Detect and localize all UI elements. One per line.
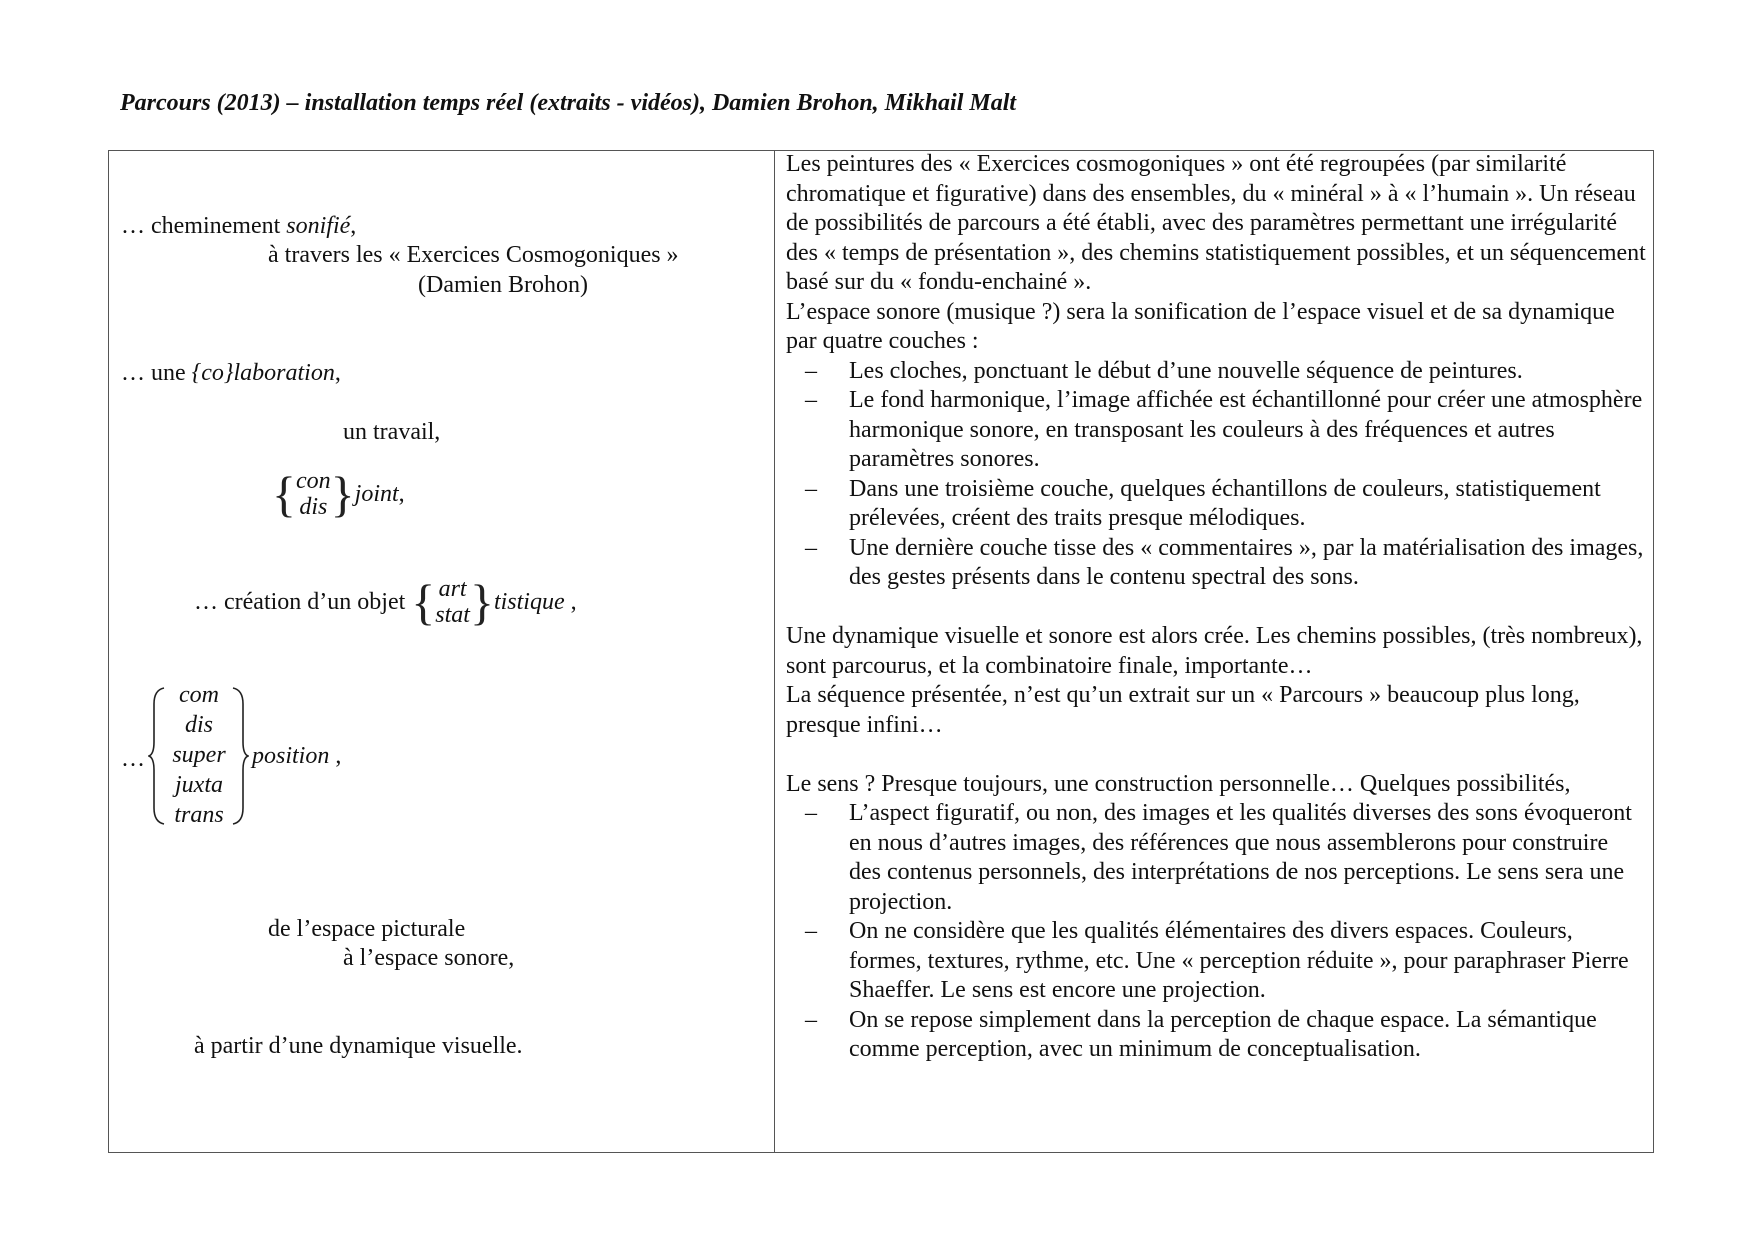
joint-options [296,468,331,520]
left-line-cheminement [121,211,356,241]
text: … création d’un objet [194,589,412,615]
dash-bullet: – [805,1006,817,1033]
paragraph: La séquence présentée, n’est qu’un extrait sur un « Parcours » beaucoup plus long, presque infini… [786,682,1580,738]
left-creation-expression [194,576,577,636]
left-line-travail: un travail, [343,419,441,445]
left-line-exercices: à travers les « Exercices Cosmogoniques » [268,242,679,268]
text: , [334,360,341,386]
list-item-text: Dans une troisième couche, quelques échantillons de couleurs, statistiquement prélevées, créent des traits presque mélodiques. [849,475,1601,531]
list-item [786,534,1646,593]
list-item-text: Le fond harmonique, l’image affichée est échantillonné pour créer une atmosphère harmonique sonore, en transposant les couleurs à des fréquences et autres paramètres sonores. [849,387,1643,472]
column-divider [774,150,775,1153]
left-position-prefix: … [121,746,145,772]
position-right-brace [231,686,249,826]
spacer [786,593,1646,623]
dash-bullet: – [805,387,817,413]
left-brace: { [411,574,436,630]
text: , [564,589,577,615]
position-options [163,680,235,830]
paragraph: L’espace sonore (musique ?) sera la sonification de l’espace visuel et de sa dynamique par quatre couches : [786,298,1615,354]
left-line-brohon: (Damien Brohon) [418,272,588,298]
list-item [786,917,1646,1006]
list-item [786,799,1646,917]
list-item-text: L’aspect figuratif, ou non, des images et les qualités diverses des sons évoqueront en nous d’autres images, des références que nous assemblerons pour construire des contenus personnels, des interprétations de nos perceptions. Le sens sera une projection. [849,800,1632,915]
text: , [329,743,342,769]
position-word: position [252,743,330,769]
right-brace: } [469,574,494,630]
list-item-text: Les cloches, ponctuant le début d’une nouvelle séquence de peintures. [849,357,1523,384]
position-option: super [172,742,226,768]
dash-bullet: – [805,475,817,502]
left-line-dynamique: à partir d’une dynamique visuelle. [194,1033,523,1059]
text: … cheminement [121,213,287,239]
list-item [786,357,1646,387]
list-item [786,475,1646,534]
text: , [350,213,357,239]
document-title: Parcours (2013) – installation temps réel (extraits - vidéos), Damien Brohon, Mikhail Malt [120,90,1017,116]
tistique-word: tistique [493,589,565,615]
left-brace: { [272,466,296,522]
dash-bullet: – [805,534,817,561]
right-brace: } [330,466,355,522]
position-option: dis [184,712,213,738]
left-joint-expression [272,468,405,528]
right-column [786,150,1646,1065]
joint-option: dis [299,494,328,520]
creation-option: stat [435,602,470,628]
creation-option: art [438,576,467,602]
colaboration-math: {co}laboration [191,360,335,386]
joint-word: joint [354,481,399,507]
list-item [786,386,1646,475]
position-option: trans [174,802,224,828]
dash-bullet: – [805,357,817,384]
spacer [786,740,1646,770]
creation-options [435,576,470,628]
layers-list [786,357,1646,593]
left-line-colaboration [121,358,341,388]
paragraph: Les peintures des « Exercices cosmogoniques » ont été regroupées (par similarité chromatique et figurative) dans des ensembles, du « minéral » à « l’humain ». Un réseau de possibilités de parcours a été établi, avec des paramètres permettant une irrégularité des « temps de présentation », des chemins statistiquement possibles, et un séquencement basé sur du « fondu-enchainé ». [786,151,1646,295]
list-item-text: Une dernière couche tisse des « commentaires », par la matérialisation des images, des gestes présents dans le contenu spectral des sons. [849,534,1644,590]
left-line-espace-sonore: à l’espace sonore, [343,945,515,971]
text: , [398,481,405,507]
list-item-text: On ne considère que les qualités élémentaires des divers espaces. Couleurs, formes, textures, rythme, etc. Une « perception réduite », pour paraphraser Pierre Shaeffer. Le sens est encore une projection. [849,918,1629,1003]
sonifie-word: sonifié [286,213,351,239]
text: … une [121,360,192,386]
list-item [786,1006,1646,1065]
paragraph: Le sens ? Presque toujours, une construction personnelle… Quelques possibilités, [786,770,1571,797]
joint-option: con [296,468,331,494]
possibilities-list [786,799,1646,1065]
paragraph: Une dynamique visuelle et sonore est alors crée. Les chemins possibles, (très nombreux), sont parcourus, et la combinatoire finale, importante… [786,623,1643,679]
position-option: com [179,682,219,708]
list-item-text: On se repose simplement dans la perception de chaque espace. La sémantique comme perception, avec un minimum de conceptualisation. [849,1006,1597,1062]
dash-bullet: – [805,800,817,826]
left-line-espace-picturale: de l’espace picturale [268,916,466,942]
left-position-word [252,741,341,771]
position-option: juxta [175,772,223,798]
dash-bullet: – [805,918,817,944]
